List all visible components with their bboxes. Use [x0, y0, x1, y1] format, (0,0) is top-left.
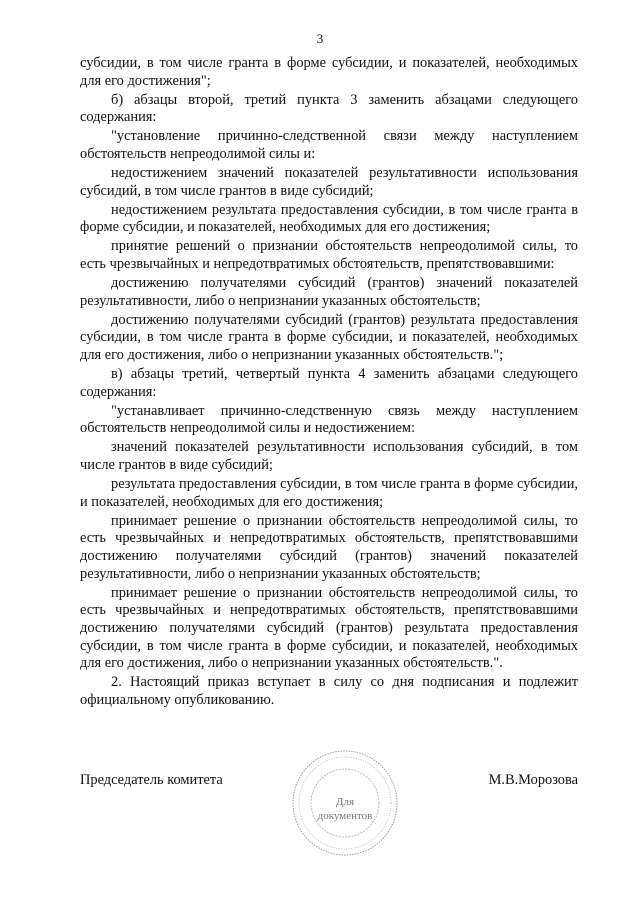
paragraph: достижению получателями субсидий (грантов) значений показателей результативности, либо о непризнании указанных обстоятельств;: [80, 275, 578, 309]
paragraph: значений показателей результативности использования субсидий, в том числе грантов в виде субсидий;: [80, 439, 578, 474]
paragraph: в) абзацы третий, четвертый пункта 4 заменить абзацами следующего содержания:: [80, 366, 578, 400]
paragraph: достижению получателями субсидий (грантов) результата предоставления субсидии, в том числе гранта в форме субсидии, и показателей, необходимых для его достижения, либо о непризнании указанных обстоятельств.";: [80, 311, 578, 363]
page-number: 3: [316, 31, 324, 46]
signature-name: М.В.Морозова: [488, 772, 578, 788]
stamp-text-line2: документов: [317, 810, 373, 822]
paragraph: б) абзацы второй, третий пункта 3 заменить абзацами следующего содержания:: [80, 91, 578, 126]
paragraph: субсидии, в том числе гранта в форме субсидии, и показателей, необходимых для его достижения";: [80, 55, 578, 89]
paragraph: "установление причинно-следственной связи между наступлением обстоятельств непреодолимой силы и:: [80, 128, 578, 162]
paragraph: принимает решение о признании обстоятельств непреодолимой силы, то есть чрезвычайных и непредотвратимых обстоятельств, препятствовавшими достижению получателями субсидий (грантов) результата предоставления субсидии, в том числе гранта в форме субсидии, и показателей, необходимых для его достижения, либо о непризнании указанных обстоятельств.".: [80, 584, 578, 672]
paragraph: недостижением результата предоставления субсидии, в том числе гранта в форме субсидии, и показателей, необходимых для его достижения;: [80, 201, 578, 236]
stamp-seal: [290, 748, 400, 858]
paragraph: принятие решений о признании обстоятельств непреодолимой силы, то есть чрезвычайных и непредотвратимых обстоятельств, препятствовавшими:: [80, 238, 578, 273]
paragraph: принимает решение о признании обстоятельств непреодолимой силы, то есть чрезвычайных и непредотвратимых обстоятельств, препятствовавшими достижению получателями субсидий (грантов) значений показателей результативности, либо о непризнании указанных обстоятельств;: [80, 512, 578, 582]
document-body: [80, 55, 578, 711]
paragraph: результата предоставления субсидии, в том числе гранта в форме субсидии, и показателей, необходимых для его достижения;: [80, 476, 578, 510]
stamp-text-line1: Для: [335, 796, 355, 808]
paragraph: 2. Настоящий приказ вступает в силу со дня подписания и подлежит официальному опубликованию.: [80, 674, 578, 708]
paragraph: "устанавливает причинно-следственную связь между наступлением обстоятельств непреодолимой силы и недостижением:: [80, 402, 578, 437]
paragraph: недостижением значений показателей результативности использования субсидий, в том числе грантов в виде субсидий;: [80, 165, 578, 199]
signature-position: Председатель комитета: [80, 772, 223, 788]
